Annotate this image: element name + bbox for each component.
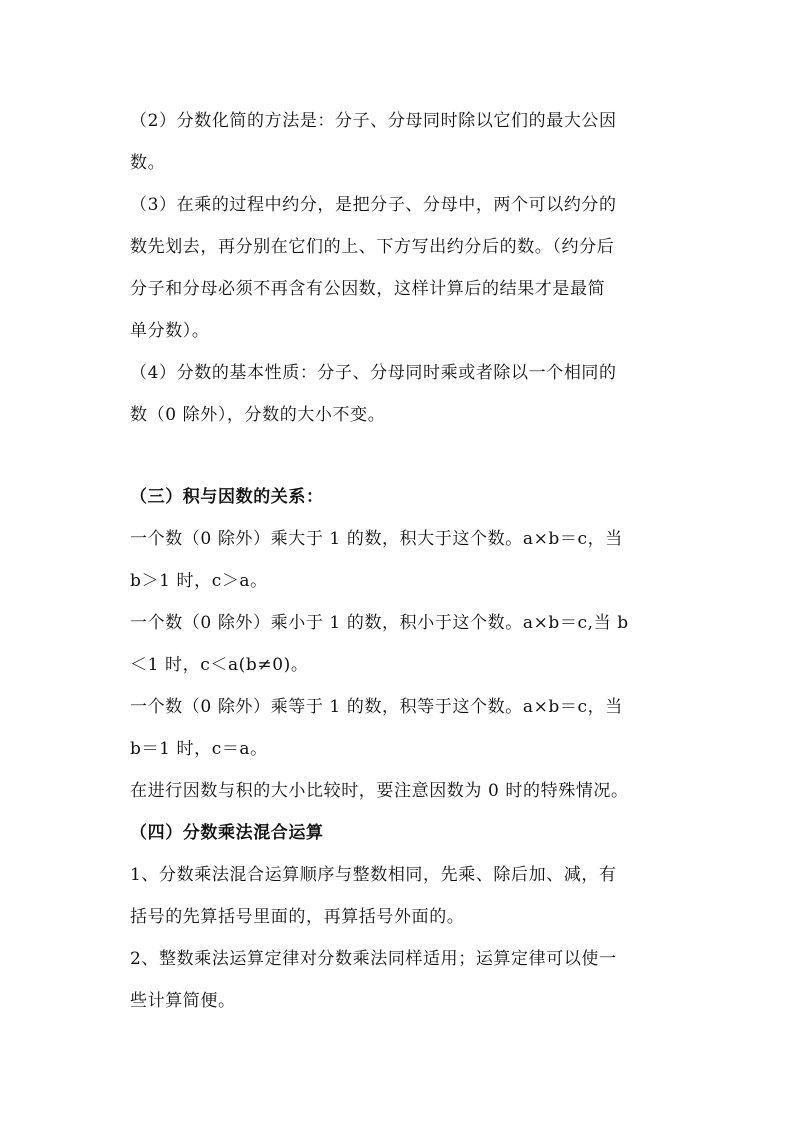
- text-line: 数（0 除外），分数的大小不变。: [130, 405, 386, 425]
- text-line: （4）分数的基本性质：分子、分母同时乘或者除以一个相同的: [130, 363, 617, 383]
- text-line: 括号的先算括号里面的，再算括号外面的。: [130, 907, 465, 927]
- text-line: （2）分数化简的方法是：分子、分母同时除以它们的最大公因: [130, 111, 617, 131]
- section-spacer: [130, 436, 670, 476]
- text-line: b＞1 时，c＞a。: [130, 571, 268, 591]
- text-line: 2、整数乘法运算定律对分数乘法同样适用；运算定律可以使一: [130, 949, 617, 969]
- text-line: 数先划去，再分别在它们的上、下方写出约分后的数。（约分后: [130, 237, 615, 257]
- text-line: b＝1 时，c＝a。: [130, 739, 268, 759]
- text-line: 一个数（0 除外）乘小于 1 的数，积小于这个数。a×b＝c,当 b: [130, 613, 629, 633]
- text-line: 一个数（0 除外）乘等于 1 的数，积等于这个数。a×b＝c，当: [130, 697, 623, 717]
- text-line: 单分数）。: [130, 321, 210, 341]
- section-heading: （四）分数乘法混合运算: [130, 823, 324, 843]
- text-line: 在进行因数与积的大小比较时，要注意因数为 0 时的特殊情况。: [130, 781, 629, 801]
- section-heading: （三）积与因数的关系：: [130, 487, 324, 507]
- text-line: 些计算简便。: [130, 991, 236, 1011]
- text-line: ＜1 时，c＜a(b≠0)。: [130, 655, 309, 675]
- text-line: 分子和分母必须不再含有公因数，这样计算后的结果才是最简: [130, 279, 606, 299]
- text-line: 数。: [130, 153, 166, 173]
- text-line: 1、分数乘法混合运算顺序与整数相同，先乘、除后加、减，有: [130, 865, 617, 885]
- text-line: （3）在乘的过程中约分，是把分子、分母中，两个可以约分的: [130, 195, 617, 215]
- document-body: [130, 100, 670, 1022]
- text-line: 一个数（0 除外）乘大于 1 的数，积大于这个数。a×b＝c，当: [130, 529, 623, 549]
